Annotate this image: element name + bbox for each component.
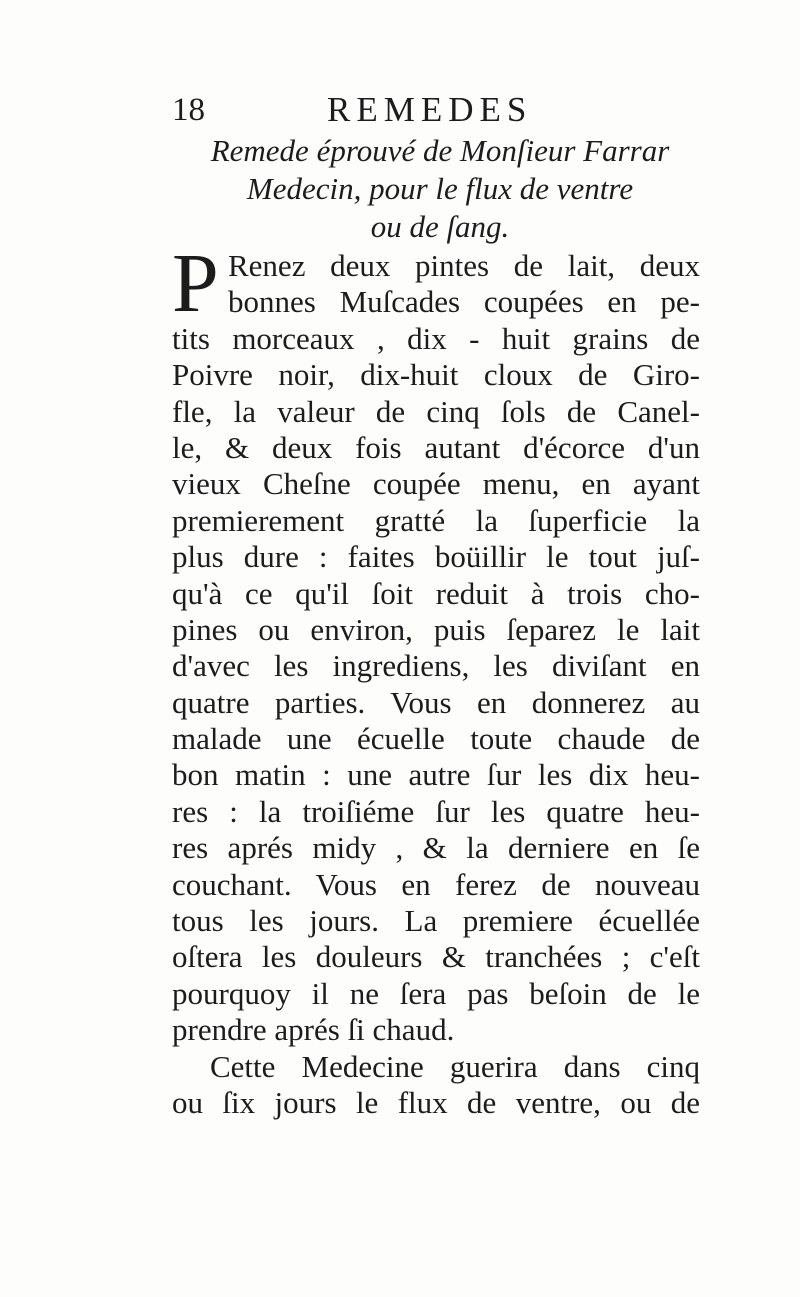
text-line: premierement gratté la ſuperficie la xyxy=(172,502,700,538)
text-line: pourquoy il ne ſera pas beſoin de le xyxy=(172,975,700,1011)
text-line: bon matin : une autre ſur les dix heu- xyxy=(172,757,700,793)
text-line: plus dure : faites boüillir le tout juſ- xyxy=(172,539,700,575)
text-line: ou ſix jours le flux de ventre, ou de xyxy=(172,1084,700,1120)
text-line: le, & deux fois autant d'écorce d'un xyxy=(172,429,700,465)
text-line: res aprés midy , & la derniere en ſe xyxy=(172,830,700,866)
text-line: prendre aprés ſi chaud. xyxy=(172,1012,455,1048)
text-line: res : la troiſiéme ſur les quatre heu- xyxy=(172,793,700,829)
heading-line: Remede éprouvé de Monſieur Farrar xyxy=(210,133,670,168)
running-head: REMEDES xyxy=(327,90,533,129)
text-line: bonnes Muſcades coupées en pe- xyxy=(228,284,700,320)
text-line: tous les jours. La premiere écuellée xyxy=(172,903,700,939)
text-line: pines ou environ, puis ſeparez le lait xyxy=(172,611,700,647)
body-text xyxy=(172,237,700,1121)
text-line: oſtera les douleurs & tranchées ; c'eſt xyxy=(172,939,700,975)
remedy-heading xyxy=(160,132,720,246)
text-line: couchant. Vous en ferez de nouveau xyxy=(172,866,700,902)
heading-line: Medecin, pour le flux de ventre xyxy=(246,171,634,206)
text-line: vieux Cheſne coupée menu, en ayant xyxy=(172,466,700,502)
page-number: 18 xyxy=(172,92,205,128)
text-line: Poivre noir, dix-huit cloux de Giro- xyxy=(172,357,700,393)
text-line: Renez deux pintes de lait, deux xyxy=(228,248,700,283)
text-line: Cette Medecine guerira dans cinq xyxy=(210,1048,700,1084)
drop-cap: P xyxy=(172,237,219,330)
text-line: tits morceaux , dix - huit grains de xyxy=(172,320,700,356)
text-line: d'avec les ingrediens, les diviſant en xyxy=(172,648,700,684)
page-header xyxy=(172,90,712,130)
text-line: fle, la valeur de cinq ſols de Canel- xyxy=(172,393,700,429)
heading-line: ou de ſang. xyxy=(370,209,510,244)
text-line: qu'à ce qu'il ſoit reduit à trois cho- xyxy=(172,575,700,611)
text-line: quatre parties. Vous en donnerez au xyxy=(172,684,700,720)
text-line: malade une écuelle toute chaude de xyxy=(172,721,700,757)
